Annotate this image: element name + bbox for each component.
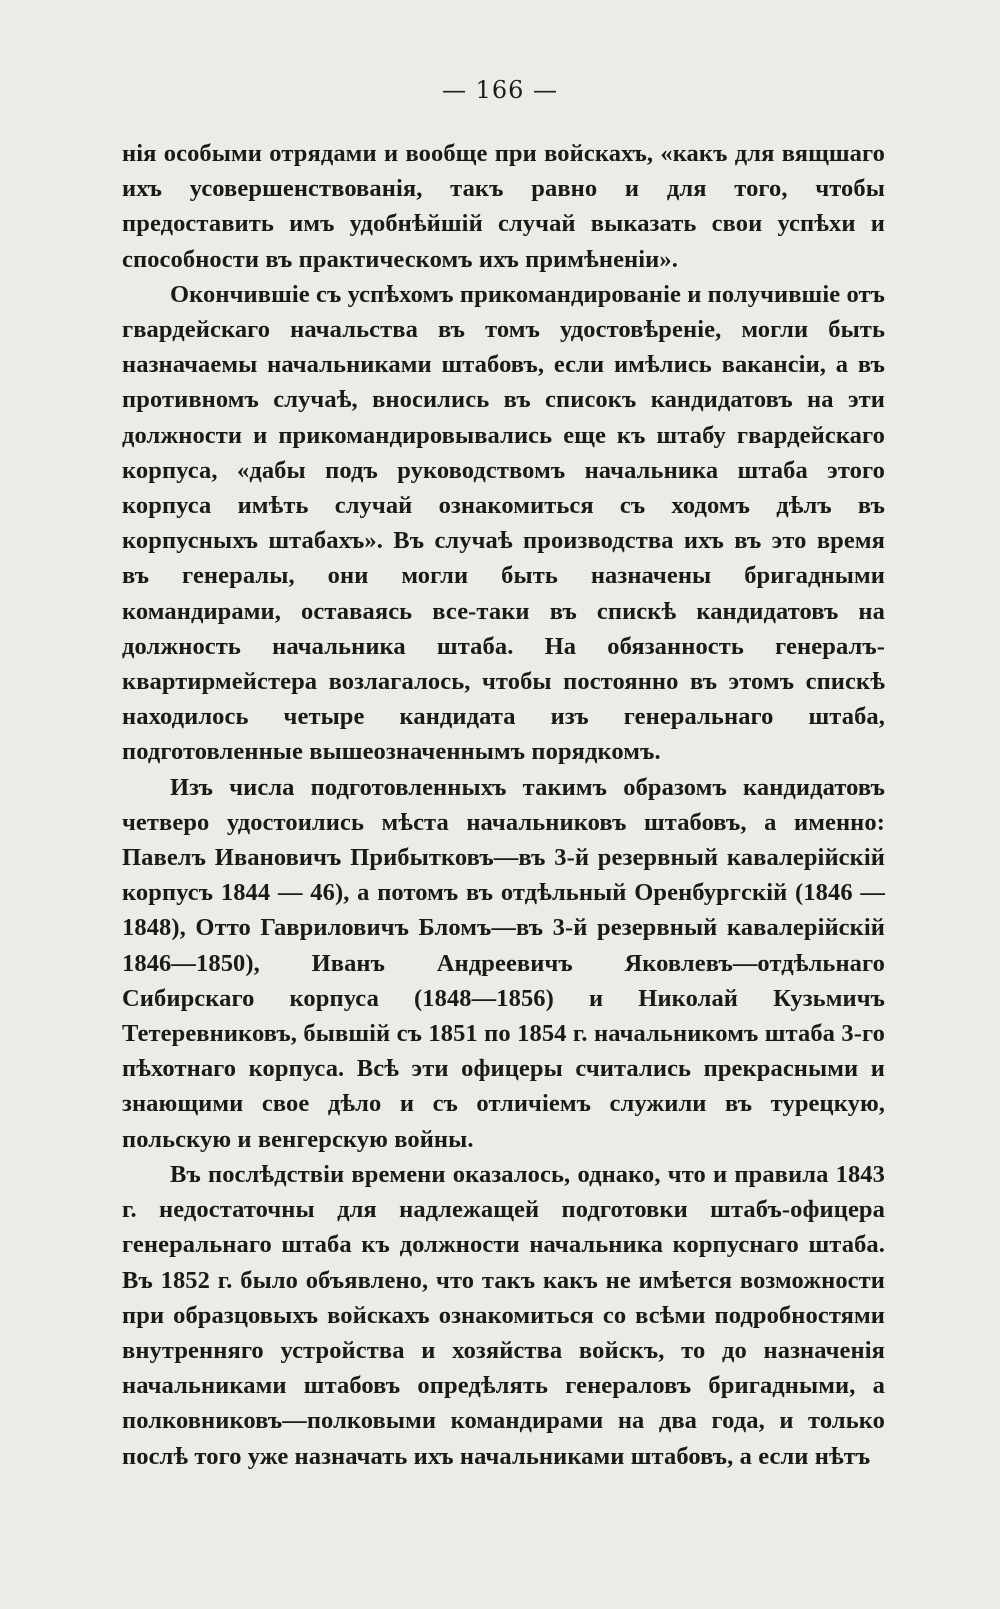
body-text	[122, 136, 885, 1474]
paragraph-4: Въ послѣдствіи времени оказалось, однако, что и правила 1843 г. недостаточны для надлежащей подготовки штабъ-офицера генеральнаго штаба къ должности начальника корпуснаго штаба. Въ 1852 г. было объявлено, что такъ какъ не имѣется возможности при образцовыхъ войскахъ ознакомиться со всѣми подробностями внутренняго устройства и хозяйства войскъ, то до назначенія начальниками штабовъ опредѣлять генераловъ бригадными, а полковниковъ—полковыми командирами на два года, и только послѣ того уже назначать ихъ начальниками штабовъ, а если нѣтъ	[122, 1160, 885, 1470]
paragraph-3: Изъ числа подготовленныхъ такимъ образомъ кандидатовъ четверо удостоились мѣста начальниковъ штабовъ, а именно: Павелъ Ивановичъ Прибытковъ—въ 3-й резервный кавалерійскій корпусъ 1844 — 46), а потомъ въ отдѣльный Оренбургскій (1846 — 1848), Отто Гавриловичъ Бломъ—въ 3-й резервный кавалерійскій 1846—1850), Иванъ Андреевичъ Яковлевъ—отдѣльнаго Сибирскаго корпуса (1848—1856) и Николай Кузьмичъ Тетеревниковъ, бывшій съ 1851 по 1854 г. начальникомъ штаба 3-го пѣхотнаго корпуса. Всѣ эти офицеры считались прекрасными и знающими свое дѣло и съ отличіемъ служили въ турецкую, польскую и венгерскую войны.	[122, 773, 885, 1153]
paragraph-1: нія особыми отрядами и вообще при войскахъ, «какъ для вящшаго ихъ усовершенствованія, такъ равно и для того, чтобы предоставить имъ удобнѣйшій случай выказать свои успѣхи и способности въ практическомъ ихъ примѣненіи».	[122, 140, 885, 273]
page-number: — 166 —	[441, 76, 559, 104]
paragraph-2: Окончившіе съ успѣхомъ прикомандированіе и получившіе отъ гвардейскаго начальства въ томъ удостовѣреніе, могли быть назначаемы начальниками штабовъ, если имѣлись вакансіи, а въ противномъ случаѣ, вносились въ списокъ кандидатовъ на эти должности и прикомандировывались еще къ штабу гвардейскаго корпуса, «дабы подъ руководствомъ начальника штаба этого корпуса имѣть случай ознакомиться съ ходомъ дѣлъ въ корпусныхъ штабахъ». Въ случаѣ производства ихъ въ это время въ генералы, они могли быть назначены бригадными командирами, оставаясь все-таки въ спискѣ кандидатовъ на должность начальника штаба. На обязанность генералъ-квартирмейстера возлагалось, чтобы постоянно въ этомъ спискѣ находилось четыре кандидата изъ генеральнаго штаба, подготовленные вышеозначеннымъ порядкомъ.	[122, 280, 885, 766]
